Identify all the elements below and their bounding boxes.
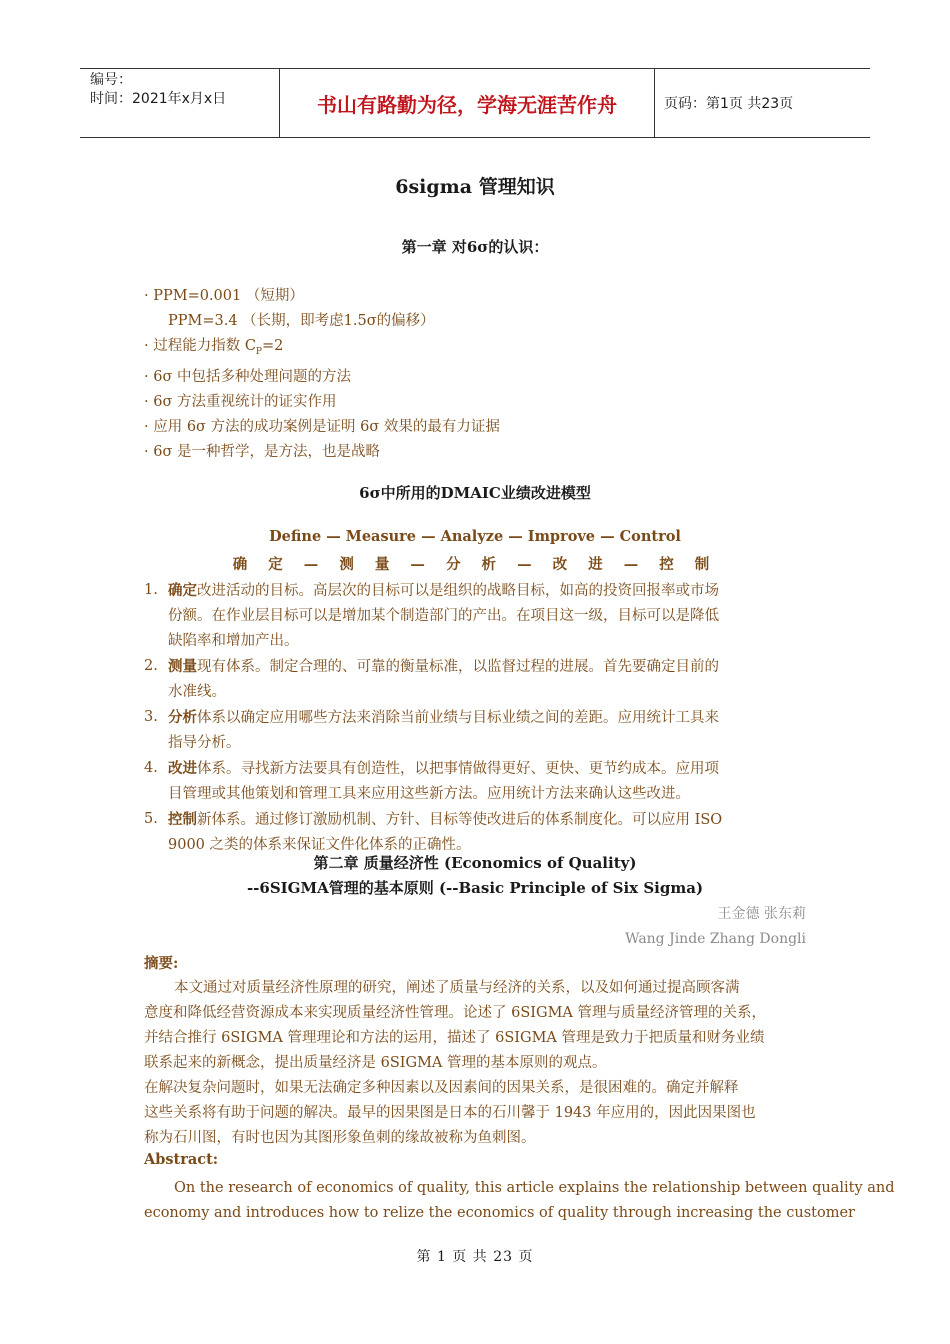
abstract-line: 这些关系将有助于问题的解决。最早的因果图是日本的石川馨于 1943 年应用的，因此因果图也	[144, 1105, 756, 1121]
abstract-en-line: On the research of economics of quality, this article explains the relationship between quality and	[174, 1180, 895, 1196]
number-label: 编号：	[90, 72, 132, 88]
step-line: 新体系。通过修订激励机制、方针、目标等使改进后的体系制度化。可以应用 ISO	[197, 812, 723, 828]
step-line: 水准线。	[168, 684, 226, 700]
authors-en: Wang Jinde Zhang Dongli	[625, 931, 806, 947]
time-label: 时间：2021年x月x日	[90, 91, 227, 107]
step-item	[144, 654, 804, 705]
abstract-line: 联系起来的新概念，提出质量经济是 6SIGMA 管理的基本原则的观点。	[144, 1055, 607, 1071]
step-text	[168, 578, 804, 654]
bullet-item: · 应用 6σ 方法的成功案例是证明 6σ 效果的最有力证据	[144, 418, 500, 435]
chapter1-heading: 第一章 对6σ的认识：	[401, 238, 549, 256]
step-number: 2.	[144, 658, 158, 674]
step-text	[168, 756, 804, 807]
dmaic-steps	[144, 578, 804, 858]
chapter2-subheading: --6SIGMA管理的基本原则 (--Basic Principle of Six Sigma)	[246, 879, 704, 897]
step-item	[144, 756, 804, 807]
dmaic-chinese: 确 定 — 测 量 — 分 析 — 改 进 — 控 制	[232, 556, 718, 573]
step-text	[168, 705, 804, 756]
bullet-item: · 6σ 方法重视统计的证实作用	[144, 393, 337, 410]
bullet-text: =2	[261, 338, 284, 354]
step-key: 改进	[168, 760, 197, 777]
step-line: 现有体系。制定合理的、可靠的衡量标准，以监督过程的进展。首先要确定目前的	[197, 659, 719, 675]
step-number: 1.	[144, 582, 158, 598]
header-meta	[80, 69, 280, 137]
abstract-line: 意度和降低经营资源成本来实现质量经济性管理。论述了 6SIGMA 管理与质量经济管理的关系，	[144, 1005, 767, 1021]
step-line: 缺陷率和增加产出。	[168, 633, 299, 649]
step-key: 分析	[168, 709, 197, 726]
step-line: 目管理或其他策划和管理工具来应用这些新方法。应用统计方法来确认这些改进。	[168, 786, 690, 802]
step-number: 5.	[144, 811, 158, 827]
step-key: 测量	[168, 658, 197, 675]
step-item	[144, 578, 804, 654]
step-line: 体系。寻找新方法要具有创造性，以把事情做得更好、更快、更节约成本。应用项	[197, 761, 719, 777]
abstract-line: 并结合推行 6SIGMA 管理理论和方法的运用，描述了 6SIGMA 管理是致力于把质量和财务业绩	[144, 1030, 765, 1046]
header-motto: 书山有路勤为径，学海无涯苦作舟	[280, 69, 655, 137]
bullet-item: · 6σ 中包括多种处理问题的方法	[144, 368, 351, 385]
abstract-line: 本文通过对质量经济性原理的研究，阐述了质量与经济的关系，以及如何通过提高顾客满	[174, 980, 740, 996]
dmaic-heading: 6σ中所用的DMAIC业绩改进模型	[359, 484, 591, 502]
step-number: 3.	[144, 709, 158, 725]
step-line: 9000 之类的体系来保证文件化体系的正确性。	[168, 837, 471, 853]
bullet-text: · 过程能力指数 C	[144, 338, 256, 354]
step-key: 控制	[168, 811, 197, 828]
abstract-en-label: Abstract:	[144, 1151, 219, 1168]
bullet-item: · 6σ 是一种哲学，是方法，也是战略	[144, 443, 380, 460]
subscript: P	[255, 346, 262, 357]
page-footer: 第 1 页 共 23 页	[416, 1249, 534, 1265]
chapter2-heading: 第二章 质量经济性 (Economics of Quality)	[313, 854, 637, 872]
step-item	[144, 807, 804, 858]
header-page-info: 页码：第1页 共23页	[664, 96, 794, 112]
bullet-item: · PPM=0.001 （短期）	[144, 288, 304, 304]
abstract-en-line: economy and introduces how to relize the economics of quality through increasing the customer	[144, 1205, 855, 1221]
abstract-line: 称为石川图，有时也因为其图形象鱼刺的缘故被称为鱼刺图。	[144, 1130, 536, 1146]
step-line: 份额。在作业层目标可以是增加某个制造部门的产出。在项目这一级，目标可以是降低	[168, 608, 719, 624]
bullet-item	[144, 334, 500, 365]
step-text	[168, 807, 804, 858]
authors-cn: 王金德 张东莉	[717, 906, 806, 922]
abstract-en-body	[144, 1176, 895, 1226]
bullet-list	[144, 284, 500, 465]
step-line: 指导分析。	[168, 735, 241, 751]
bullet-item: PPM=3.4 （长期，即考虑1.5σ的偏移）	[168, 313, 435, 329]
page-header	[80, 68, 870, 138]
step-item	[144, 705, 804, 756]
step-number: 4.	[144, 760, 158, 776]
abstract-body	[144, 976, 806, 1151]
step-text	[168, 654, 804, 705]
step-line: 改进活动的目标。高层次的目标可以是组织的战略目标，如高的投资回报率或市场	[197, 583, 719, 599]
abstract-label: 摘要:	[144, 955, 179, 972]
step-line: 体系以确定应用哪些方法来消除当前业绩与目标业绩之间的差距。应用统计工具来	[197, 710, 719, 726]
abstract-line: 在解决复杂问题时，如果无法确定多种因素以及因素间的因果关系，是很困难的。确定并解释	[144, 1080, 739, 1096]
step-key: 确定	[168, 582, 197, 599]
document-title: 6sigma 管理知识	[395, 176, 555, 198]
dmaic-english: Define — Measure — Analyze — Improve — Control	[269, 528, 681, 545]
authors	[625, 902, 806, 952]
